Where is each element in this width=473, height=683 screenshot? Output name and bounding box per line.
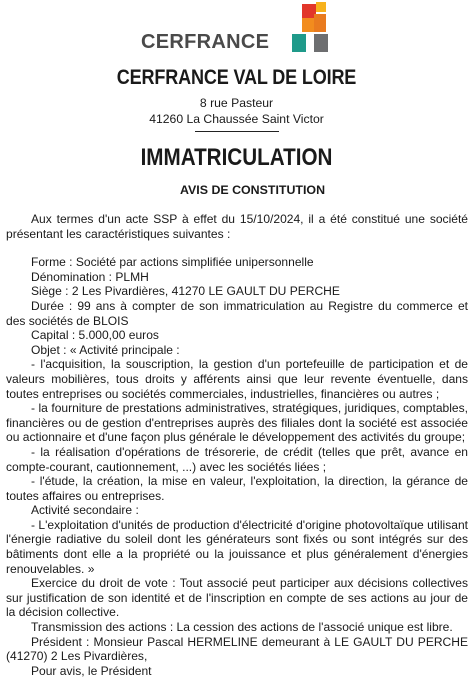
share-transfer-line: Transmission des actions : La cession des actions de l'associé unique est libre.	[31, 620, 453, 635]
notice-title: IMMATRICULATION	[140, 144, 333, 171]
cerfrance-logo-mark	[284, 2, 334, 52]
duree-line: Durée : 99 ans à compter de son immatriculation au Registre du commerce et des sociétés de BLOIS	[6, 298, 468, 328]
president-paragraph: Président : Monsieur Pascal HERMELINE demeurant à LE GAULT DU PERCHE (41270) 2 Les Pivardières,	[6, 634, 468, 664]
closing-line: Pour avis, le Président	[31, 663, 152, 678]
objet-item: - la réalisation d'opérations de trésorerie, de crédit (telles que prêt, avance en compte-courant, cautionnement, ...) avec les sociétés liées ;	[6, 444, 468, 474]
address-street: 8 rue Pasteur	[199, 96, 274, 110]
intro-paragraph: Aux termes d'un acte SSP à effet du 15/10/2024, il a été constitué une société présentant les caractéristiques suivantes :	[6, 212, 468, 241]
objet-item: - l'étude, la création, la mise en valeur, l'exploitation, la direction, la gérance de toutes affaires ou entreprises.	[6, 474, 468, 503]
voting-rights-paragraph: Exercice du droit de vote : Tout associé peut participer aux décisions collectives sur justification de son identité et de l'inscription en compte de ses actions au jour de la décision collective.	[6, 576, 468, 620]
address-city: 41260 La Chaussée Saint Victor	[149, 112, 324, 126]
objet-item: - la fourniture de prestations administratives, stratégiques, juridiques, comptables, financières ou de gestion d'entreprises auprès des filiales dont la société est associée ou actionnaire et d'une façon plus générale le développement des activités du groupe;	[6, 401, 468, 445]
secondary-activity-item: - L'exploitation d'unités de production d'électricité d'origine photovoltaïque utilisant l'énergie radiative du soleil dont les générateurs sont fixés ou sont intégrés sur des bâtiments dont elle a la propriété ou la jouissance et plus généralement d'énergies renouvelables. »	[6, 517, 468, 576]
objet-item: - l'acquisition, la souscription, la gestion d'un portefeuille de participation et de valeurs mobilières, tous droits y afférents ainsi que leur revente éventuelle, dans toutes entreprises ou sociétés commerciales, industrielles, financières ou autres ;	[6, 357, 468, 401]
forme-line: Forme : Société par actions simplifiée unipersonnelle	[31, 255, 314, 270]
siege-line: Siège : 2 Les Pivardières, 41270 LE GAULT DU PERCHE	[31, 284, 340, 299]
header-divider	[195, 131, 279, 132]
notice-body	[6, 212, 468, 678]
notice-subtitle: AVIS DE CONSTITUTION	[180, 183, 326, 197]
objet-line: Objet : « Activité principale :	[31, 342, 180, 357]
secondary-activity-label: Activité secondaire :	[31, 503, 139, 518]
denomination-line: Dénomination : PLMH	[31, 269, 149, 284]
capital-line: Capital : 5.000,00 euros	[31, 328, 159, 343]
company-name: CERFRANCE VAL DE LOIRE	[116, 66, 357, 89]
cerfrance-logo	[0, 0, 473, 58]
logo-text: CERFRANCE	[141, 31, 270, 53]
